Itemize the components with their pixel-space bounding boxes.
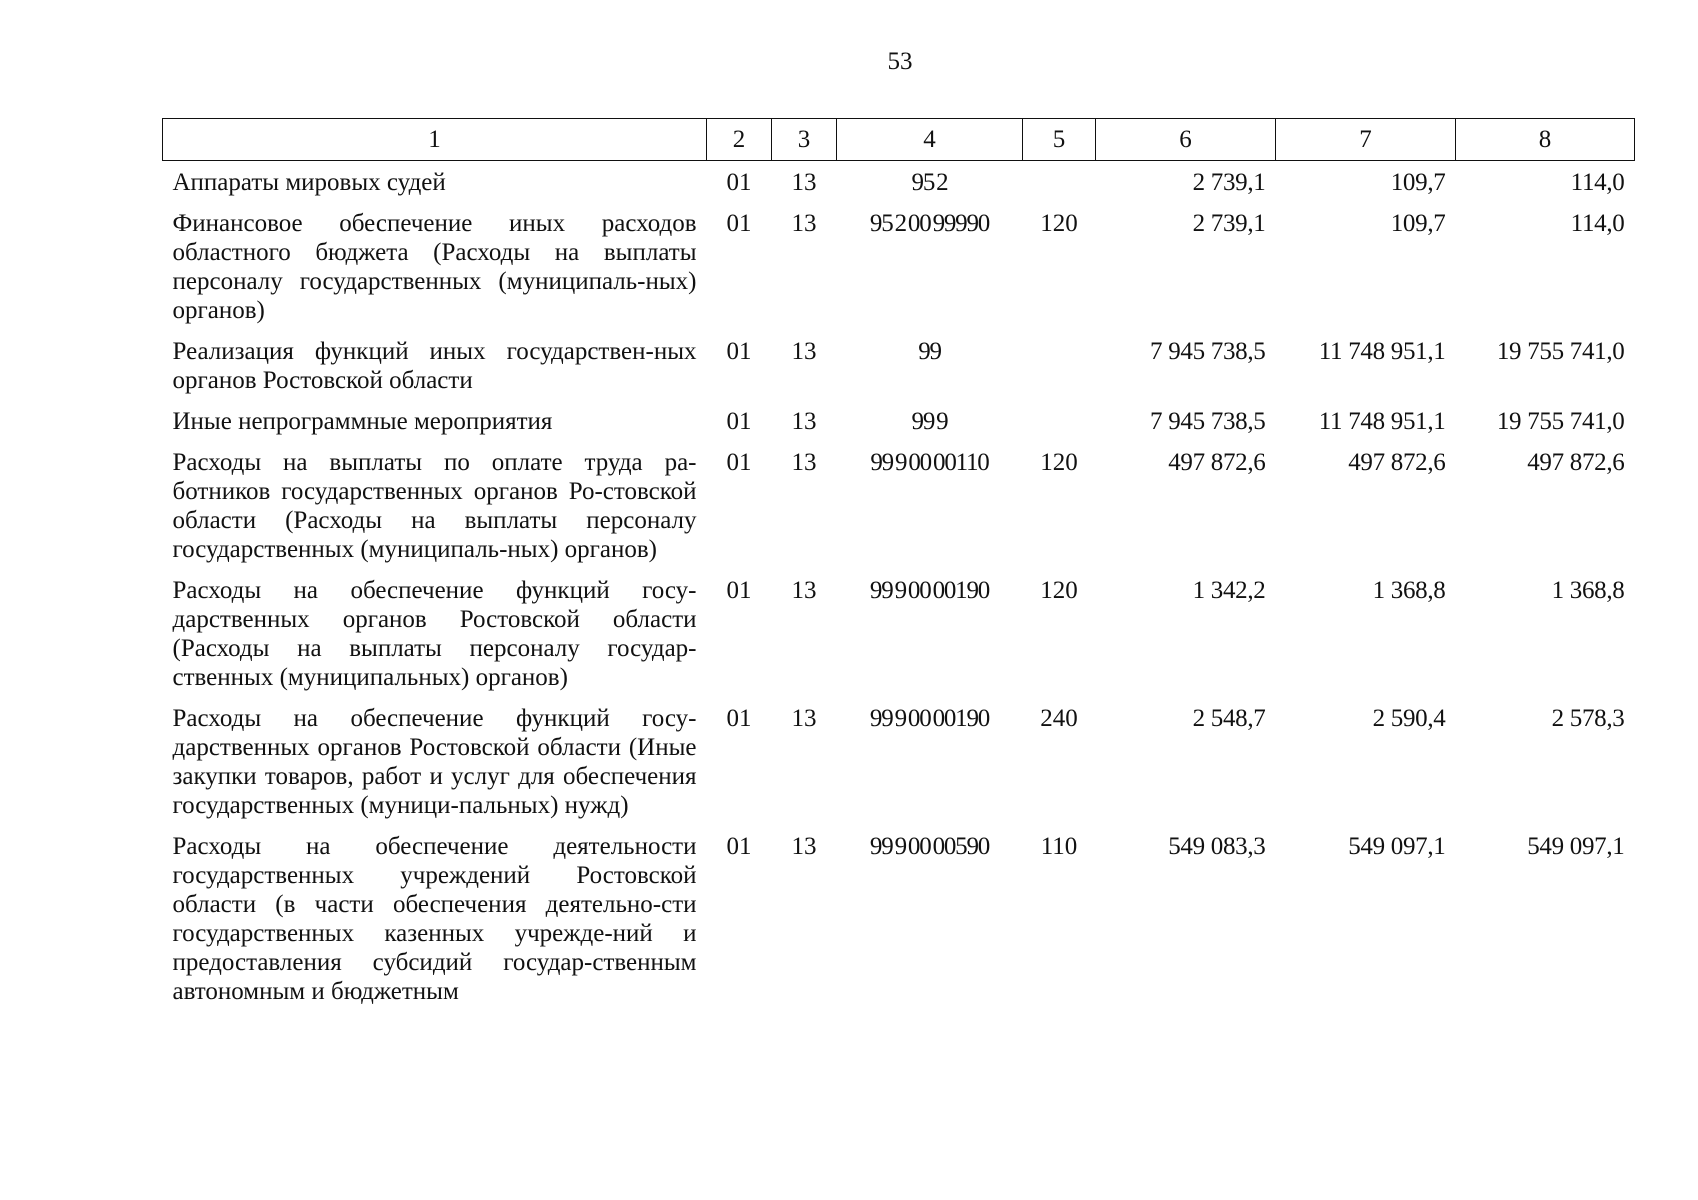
row-amount-col7: 1 368,8 [1372,577,1446,604]
row-subsection-code: 13 [791,449,817,476]
column-header-1: 1 [163,119,707,161]
row-subsection-code: 13 [791,210,817,237]
column-header-2: 2 [707,119,772,161]
row-target-code: 99 [918,338,941,365]
row-section-code: 01 [726,169,752,196]
row-subsection-code: 13 [791,705,817,732]
row-amount-col6: 2 739,1 [1192,210,1266,237]
row-expense-type-code: 120 [1040,577,1078,604]
row-target-code: 99 9 00 00110 [870,449,989,476]
row-amount-col7: 11 748 951,1 [1318,408,1446,435]
table-row [163,832,1635,1018]
row-subsection-code: 13 [791,169,817,196]
row-amount-col6: 7 945 738,5 [1150,408,1266,435]
row-expense-type-code: 110 [1040,833,1078,860]
row-amount-col7: 109,7 [1390,210,1446,237]
row-amount-col8: 114,0 [1570,210,1625,237]
row-target-code: 99 9 00 00190 [869,577,990,604]
table-header [163,119,1635,161]
row-description: Аппараты мировых судей [172,169,446,196]
row-amount-col7: 109,7 [1390,169,1446,196]
row-amount-col8: 19 755 741,0 [1496,408,1625,435]
row-amount-col8: 19 755 741,0 [1496,338,1625,365]
row-description: Расходы на обеспечение функций госу-дарственных органов Ростовской области (Иные закупки товаров, работ и услуг для обеспечения государственных (муници-пальных) нужд) [172,705,697,819]
row-amount-col7: 11 748 951,1 [1318,338,1446,365]
row-subsection-code: 13 [791,833,817,860]
row-subsection-code: 13 [791,408,817,435]
row-description: Иные непрограммные мероприятия [172,408,553,435]
table-row [163,448,1635,576]
row-expense-type-code: 120 [1040,449,1078,476]
row-target-code: 95 2 [911,169,948,196]
row-section-code: 01 [726,577,752,604]
row-target-code: 99 9 00 00590 [869,833,990,860]
row-description: Расходы на обеспечение функций госу-дарственных органов Ростовской области (Расходы на выплаты персоналу государ-ственных (муниципальных) органов) [172,577,697,691]
row-subsection-code: 13 [791,338,817,365]
column-header-3: 3 [772,119,837,161]
row-section-code: 01 [726,210,752,237]
row-section-code: 01 [726,833,752,860]
column-header-7: 7 [1276,119,1456,161]
row-expense-type-code [1023,337,1096,407]
column-header-8: 8 [1456,119,1635,161]
row-amount-col6: 497 872,6 [1168,449,1266,476]
table-row [163,704,1635,832]
row-section-code: 01 [726,408,752,435]
row-description: Реализация функций иных государствен-ных органов Ростовской области [172,338,697,394]
row-expense-type-code: 240 [1040,705,1078,732]
page-number: 53 [887,48,913,75]
row-expense-type-code [1023,161,1096,210]
column-header-4: 4 [837,119,1023,161]
table-row [163,209,1635,337]
row-description: Расходы на выплаты по оплате труда ра-ботников государственных органов Ро-стовской области (Расходы на выплаты персоналу государственных (муниципаль-ных) органов) [172,449,697,563]
row-section-code: 01 [726,338,752,365]
row-expense-type-code [1023,407,1096,448]
row-section-code: 01 [726,449,752,476]
table-row [163,337,1635,407]
row-target-code: 99 9 [911,408,948,435]
row-amount-col7: 2 590,4 [1372,705,1446,732]
row-amount-col8: 114,0 [1570,169,1625,196]
table-row [163,407,1635,448]
row-subsection-code: 13 [791,577,817,604]
row-section-code: 01 [726,705,752,732]
row-amount-col8: 497 872,6 [1527,449,1625,476]
row-expense-type-code: 120 [1040,210,1078,237]
row-amount-col7: 549 097,1 [1348,833,1446,860]
row-amount-col6: 2 548,7 [1192,705,1266,732]
row-amount-col8: 549 097,1 [1527,833,1625,860]
row-amount-col6: 2 739,1 [1192,169,1266,196]
row-description: Финансовое обеспечение иных расходов областного бюджета (Расходы на выплаты персоналу государственных (муниципаль-ных) органов) [172,210,697,324]
table-body [163,161,1635,1019]
row-amount-col8: 1 368,8 [1551,577,1625,604]
table-row [163,576,1635,704]
header-row [163,119,1635,161]
row-amount-col8: 2 578,3 [1551,705,1625,732]
row-target-code: 95 2 00 99990 [869,210,990,237]
row-amount-col7: 497 872,6 [1348,449,1446,476]
table-row [163,161,1635,210]
row-target-code: 99 9 00 00190 [869,705,990,732]
row-amount-col6: 1 342,2 [1192,577,1266,604]
row-amount-col6: 549 083,3 [1168,833,1266,860]
column-header-6: 6 [1096,119,1276,161]
budget-table [162,118,1635,1018]
row-description: Расходы на обеспечение деятельности государственных учреждений Ростовской области (в части обеспечения деятельно-сти государственных казенных учрежде-ний и предоставления субсидий государ-ственным автономным и бюджетным [172,833,697,1005]
row-amount-col6: 7 945 738,5 [1150,338,1266,365]
column-header-5: 5 [1023,119,1096,161]
